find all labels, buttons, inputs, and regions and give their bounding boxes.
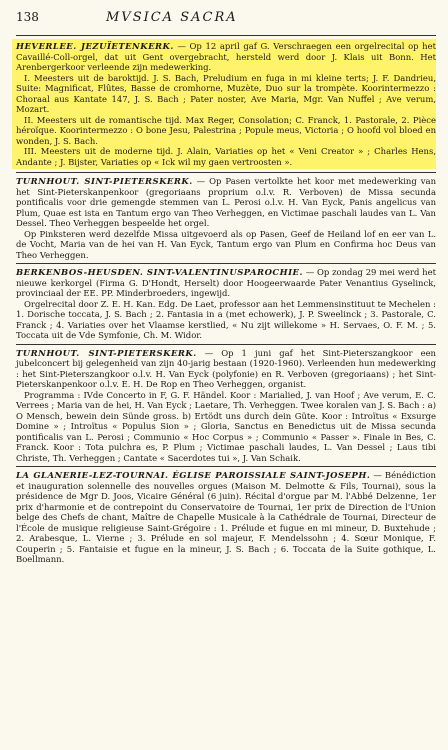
entry-place: TURNHOUT. SINT-PIETERSKERK. [16,176,193,186]
entry-paragraph [16,41,436,73]
entry-text: — Op 12 april gaf G. Verschraegen een orgelrecital op het Cavaillé-Coll-orgel, dat uit Gent overgebracht, hersteld werd door J. Klais uit Bonn. Het Arenbergerkoor verleende zijn medewerking. [16,41,437,72]
entry-la-glanerie [16,470,436,565]
entry-paragraph [16,470,436,565]
entry-paragraph [16,176,436,229]
entry-divider [16,344,436,345]
page-header [16,10,436,32]
entry-paragraph: Orgelrecital door Z. E. H. Kan. Edg. De Laet, professor aan het Lemmensinstituut te Mechelen : 1. Dorische toccata, J. S. Bach ; 2. Fantasia in a (met echowerk), J. P. Sweelinck ; 3. Pastorale, C. Franck ; 4. Variaties over het Vlaamse kerstlied, « Nu zijt willekome » H. Servaes, O. F. M. ; 5. Toccata uit de Vde Symfonie, Ch. M. Widor. [16,298,436,340]
entry-heverlee [12,39,436,169]
entry-text: — Op 1 juni gaf het Sint-Pieterszangkoor een jubelconcert bij gelegenheid van zijn 40-jarig bestaan (1920-1960). Verleenden hun medewerking : het Sint-Pieterszangkoor o.l.v. H. Van Eyck (polyfonie) en R. Verboven (gregoriaans) ; het Sint-Pieterskanpenkoor o.l.v. E. H. De Rop en Theo Verheggen, organist. [16,347,436,389]
entry-turnhout-1 [16,176,436,260]
entry-text: — Bénédiction et inauguration solennelle des nouvelles orgues (Maison M. Delmotte & Fils, Tournai), sous la présidence de Mgr D. Joos, Vicaire Général (6 juin). Récital d'orgue par M. l'Abbé Delzenne, 1er prix d'harmonie et de contrepoint du Conservatoire de Tournai, 1er prix de Direction de l'Union belge des Chefs de chant, Maître de Chapelle Musicale à la Cathédrale de Tournai, Directeur de l'École de musique religieuse Saint-Grégoire : 1. Prélude et fugue en mi mineur, D. Buxtehude ; 2. Arabesque, L. Vierne ; 3. Prélude en sol majeur, F. Mendelssohn ; 4. Sœur Monique, F. Couperin ; 5. Fantaisie et fugue en la mineur, J. S. Bach ; 6. Toccata de la Suite gothique, L. Boellmann. [16,470,436,564]
entry-paragraph: III. Meesters uit de moderne tijd. J. Alain, Variaties op het « Veni Creator » ; Charles Hens, Andante ; J. Bijster, Variaties op « Ick wil my gaen vertroosten ». [16,146,436,167]
entry-paragraph: Programma : IVde Concerto in F, G. F. Händel. Koor : Marialied, J. van Hoof ; Ave verum, E. C. Verrees ; Maria van de hei, H. Van Eyck ; Laetare, Th. Verheggen. Twee koralen van J. S. Bach : a) O Mensch, bewein dein Sünde gross. b) Ertödt uns durch dein Güte. Koor : Introïtus « Exsurge Domine » ; Introïtus « Populus Sion » ; Gloria, Sanctus en Benedictus uit de Missa secunda pontificalis van L. Perosi ; Communio « Hoc Corpus » ; Communio « Passer ». Finale in Bes, C. Franck. Koor : Tota pulchra es, P. Plum ; Victimae paschali laudes, L. Van Dessel ; Laus tibi Christe, Th. Verheggen ; Cantate « Sacerdotes tui », J. Van Schaik. [16,389,436,463]
entry-paragraph: II. Meesters uit de romantische tijd. Max Reger, Consolation; C. Franck, 1. Pastorale, 2. Pièce héroïque. Koorintermezzo : O bone Jesu, Palestrina ; Popule meus, Victoria ; O hoofd vol bloed en wonden, J. S. Bach. [16,114,436,146]
entry-paragraph: Op Pinksteren werd dezelfde Missa uitgevoerd als op Pasen, Geef de Heiland lof en eer van L. de Vocht, Maria van de hei van H. Van Eyck, Tantum ergo van Plum en Confirma hoc Deus van Theo Verheggen. [16,228,436,260]
entry-divider [16,172,436,173]
header-rule [16,35,436,36]
entry-place: TURNHOUT. SINT-PIETERSKERK. [16,347,197,358]
entry-text: — Op Pasen vertolkte het koor met medewerking van het Sint-Pieterskanpenkoor (gregoriaans proprium o.l.v. R. Verboven) de Missa secunda pontificalis voor drie gemengde stemmen van L. Perosi o.l.v. H. Van Eyck, Panis angelicus van Plum, Quae est ista en Tantum ergo van Theo Verheggen, en Victimae paschali laudes van L. Van Dessel. Theo Verheggen bespeelde het orgel. [16,176,437,228]
entry-place: LA GLANERIE-LEZ-TOURNAI. ÉGLISE PAROISSIALE SAINT-JOSEPH. [16,470,371,480]
entry-divider [16,466,436,467]
entry-place: BERKENBOS-HEUSDEN. SINT-VALENTINUSPAROCHIE. [16,267,303,277]
entry-berkenbos [16,267,436,341]
entry-divider [16,263,436,264]
page-number: 138 [16,10,39,24]
entry-paragraph [16,348,436,390]
running-title: MVSICA SACRA [106,10,238,25]
entry-paragraph: I. Meesters uit de baroktijd. J. S. Bach, Preludium en fuga in mi kleine terts; J. F. Dandrieu, Suite: Magnificat, Flûtes, Basse de cromhorne, Muzète, Duo sur la trompète. Koorintermezzo : Choraal aus Kantate 147, J. S. Bach ; Pater noster, Ave Maria, Mgr. Van Nuffel ; Ave verum, Mozart. [16,72,436,114]
entry-turnhout-2 [16,348,436,464]
entry-place: HEVERLEE. JEZUÏETENKERK. [16,41,174,51]
entry-paragraph [16,267,436,299]
entry-text: — Op zondag 29 mei werd het nieuwe kerkorgel (Firma G. D'Hondt, Herselt) door Hoogeerwaarde Pater Venantius Gyselinck, provinciaal der EE. PP. Minderbroeders, ingewijd. [16,267,436,298]
